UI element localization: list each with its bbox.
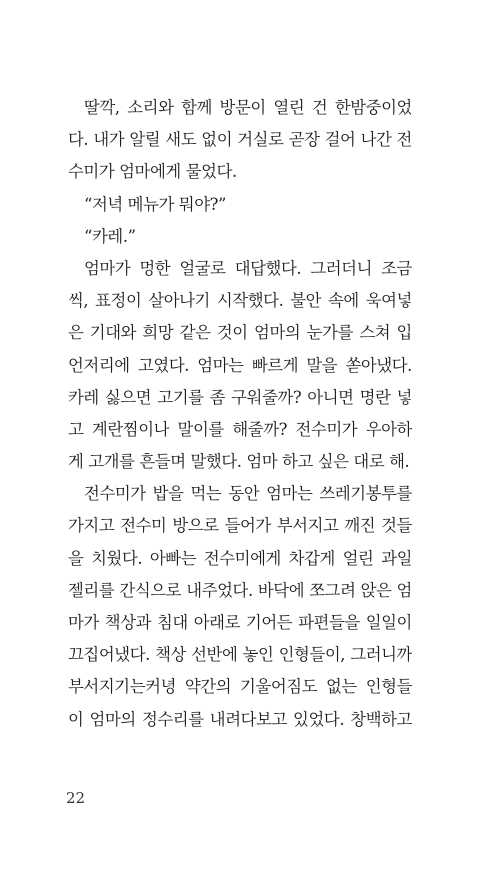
text-line: 마가 책상과 침대 아래로 기어든 파편들을 일일이 bbox=[68, 613, 412, 632]
text-line: 딸깍, 소리와 함께 방문이 열린 건 한밤중이었 bbox=[84, 98, 412, 117]
text-line: 카레 싫으면 고기를 좀 구워줄까? 아니면 명란 넣 bbox=[68, 387, 412, 407]
page-number: 22 bbox=[66, 789, 86, 807]
text-line: 수미가 엄마에게 물었다. bbox=[68, 162, 237, 182]
text-line: “저녁 메뉴가 뭐야?” bbox=[84, 194, 226, 214]
text-line: 게 고개를 흔들며 말했다. 엄마 하고 싶은 대로 해. bbox=[68, 452, 410, 472]
text-line: 가지고 전수미 방으로 들어가 부서지고 깨진 것들 bbox=[68, 516, 412, 536]
text-line: 고 계란찜이나 말이를 해줄까? 전수미가 우아하 bbox=[68, 419, 412, 439]
body-text bbox=[68, 92, 412, 736]
text-line: “카레.” bbox=[84, 226, 136, 246]
text-line: 이 엄마의 정수리를 내려다보고 있었다. 창백하고 bbox=[68, 709, 412, 729]
text-line: 엄마가 멍한 얼굴로 대답했다. 그러더니 조금 bbox=[84, 258, 412, 278]
text-line: 언저리에 고였다. 엄마는 빠르게 말을 쏟아냈다. bbox=[68, 355, 412, 375]
text-line: 끄집어냈다. 책상 선반에 놓인 인형들이, 그러니까 bbox=[68, 645, 412, 665]
text-line: 은 기대와 희망 같은 것이 엄마의 눈가를 스쳐 입 bbox=[68, 323, 412, 343]
text-line: 전수미가 밥을 먹는 동안 엄마는 쓰레기봉투를 bbox=[84, 484, 412, 504]
text-line: 부서지기는커녕 약간의 기울어짐도 없는 인형들 bbox=[68, 677, 412, 697]
text-line: 을 치웠다. 아빠는 전수미에게 차갑게 얼린 과일 bbox=[68, 548, 412, 568]
text-line: 씩, 표정이 살아나기 시작했다. 불안 속에 욱여넣 bbox=[68, 291, 412, 311]
text-line: 다. 내가 알릴 새도 없이 거실로 곧장 걸어 나간 전 bbox=[68, 130, 412, 150]
text-line: 젤리를 간식으로 내주었다. 바닥에 쪼그려 앉은 엄 bbox=[68, 580, 412, 600]
